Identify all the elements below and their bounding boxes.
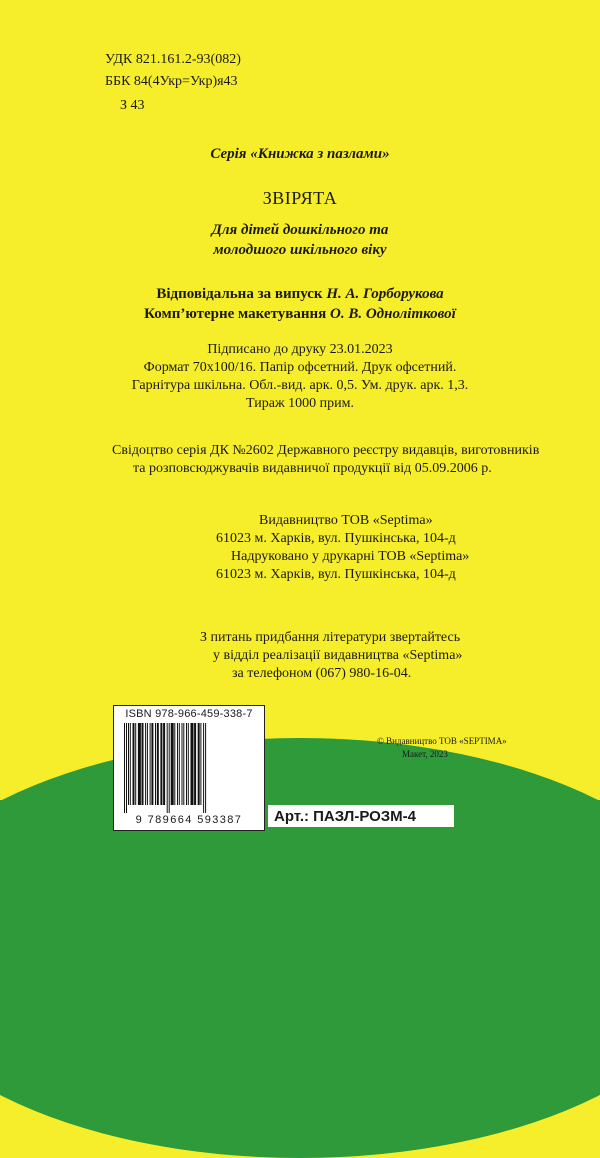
barcode-bar bbox=[198, 723, 200, 805]
barcode-bar bbox=[171, 723, 174, 805]
barcode-bar bbox=[145, 723, 146, 805]
printer-address: 61023 м. Харків, вул. Пушкінська, 104-д bbox=[216, 567, 456, 582]
certificate-line-2: та розповсюджувачів видавничої продукції від 05.09.2006 р. bbox=[133, 461, 492, 476]
barcode-bar bbox=[186, 723, 187, 805]
purchase-line-2: у відділ реалізації видавництва «Septima» bbox=[213, 648, 463, 663]
barcode-bar bbox=[157, 723, 159, 805]
barcode-bar bbox=[194, 723, 196, 805]
barcode-guard-bar bbox=[124, 723, 125, 813]
audience-line-2: молодшого шкільного віку bbox=[213, 242, 387, 258]
typeface-line: Гарнітура шкільна. Обл.-вид. арк. 0,5. Ум. друк. арк. 1,3. bbox=[131, 378, 469, 393]
bbk-code: ББК 84(4Укр=Укр)я43 bbox=[105, 74, 238, 89]
barcode-bar bbox=[179, 723, 180, 805]
barcode-bar bbox=[147, 723, 148, 805]
udk-code: УДК 821.161.2-93(082) bbox=[105, 52, 241, 67]
purchase-line-3: за телефоном (067) 980-16-04. bbox=[232, 666, 412, 681]
barcode-bar bbox=[151, 723, 153, 805]
barcode-bar bbox=[155, 723, 156, 805]
isbn-number: ISBN 978-966-459-338-7 bbox=[125, 708, 253, 720]
barcode-bar bbox=[174, 723, 175, 805]
responsible-label: Відповідальна за випуск bbox=[156, 286, 327, 302]
barcode-guard-bar bbox=[205, 723, 206, 813]
barcode-bar bbox=[142, 723, 144, 805]
publisher-address: 61023 м. Харків, вул. Пушкінська, 104-д bbox=[216, 531, 456, 546]
barcode-bar bbox=[188, 723, 189, 805]
barcode-guard-bar bbox=[169, 723, 170, 813]
series-name: Серія «Книжка з пазлами» bbox=[210, 146, 390, 162]
barcode-guard-bar bbox=[167, 723, 168, 813]
barcode-bar bbox=[177, 723, 178, 805]
print-run: Тираж 1000 прим. bbox=[246, 396, 354, 411]
certificate-line-1: Свідоцтво серія ДК №2602 Державного реєстру видавців, виготовників bbox=[112, 443, 540, 458]
barcode-bar bbox=[138, 723, 141, 805]
barcode-bar bbox=[130, 723, 131, 805]
barcode-bar bbox=[128, 723, 129, 805]
purchase-line-1: З питань придбання літератури звертайтесь bbox=[200, 630, 461, 645]
barcode-guard-bar bbox=[203, 723, 204, 813]
barcode-bar bbox=[163, 723, 165, 805]
barcode-bar bbox=[183, 723, 184, 805]
barcode-bar bbox=[133, 723, 135, 805]
copyright-line: © Видавництво ТОВ «SEPTIMA» bbox=[377, 736, 507, 746]
layout-label: Комп’ютерне макетування bbox=[144, 306, 331, 322]
book-title: ЗВІРЯТА bbox=[262, 188, 338, 208]
format-line: Формат 70x100/16. Папір офсетний. Друк офсетний. bbox=[143, 360, 457, 375]
barcode-bar bbox=[150, 723, 151, 805]
barcode-guard-bar bbox=[126, 723, 127, 813]
audience-line-1: Для дітей дошкільного та bbox=[211, 222, 389, 238]
layout-name: О. В. Одноліткової bbox=[330, 306, 456, 322]
barcode-icon bbox=[122, 723, 256, 813]
barcode-bar bbox=[135, 723, 136, 805]
barcode-digits: 9 789664 593387 bbox=[135, 814, 243, 826]
article-code: Арт.: ПАЗЛ-РОЗМ-4 bbox=[274, 808, 417, 825]
article-label-box bbox=[268, 805, 454, 827]
printer-name: Надруковано у друкарні ТОВ «Septima» bbox=[231, 549, 470, 564]
responsible-line bbox=[0, 286, 600, 302]
responsible-name: Н. А. Горборукова bbox=[326, 286, 444, 302]
layout-line bbox=[0, 306, 600, 322]
barcode-bar bbox=[160, 723, 162, 805]
barcode-bar bbox=[182, 723, 183, 805]
publisher-name: Видавництво ТОВ «Septima» bbox=[259, 513, 433, 528]
copyright-year: Макет, 2023 bbox=[402, 749, 448, 759]
barcode-bar bbox=[200, 723, 201, 805]
author-sign-code: З 43 bbox=[120, 98, 145, 113]
barcode-bar bbox=[191, 723, 194, 805]
isbn-barcode-block bbox=[113, 705, 265, 831]
signed-date: Підписано до друку 23.01.2023 bbox=[207, 342, 393, 357]
